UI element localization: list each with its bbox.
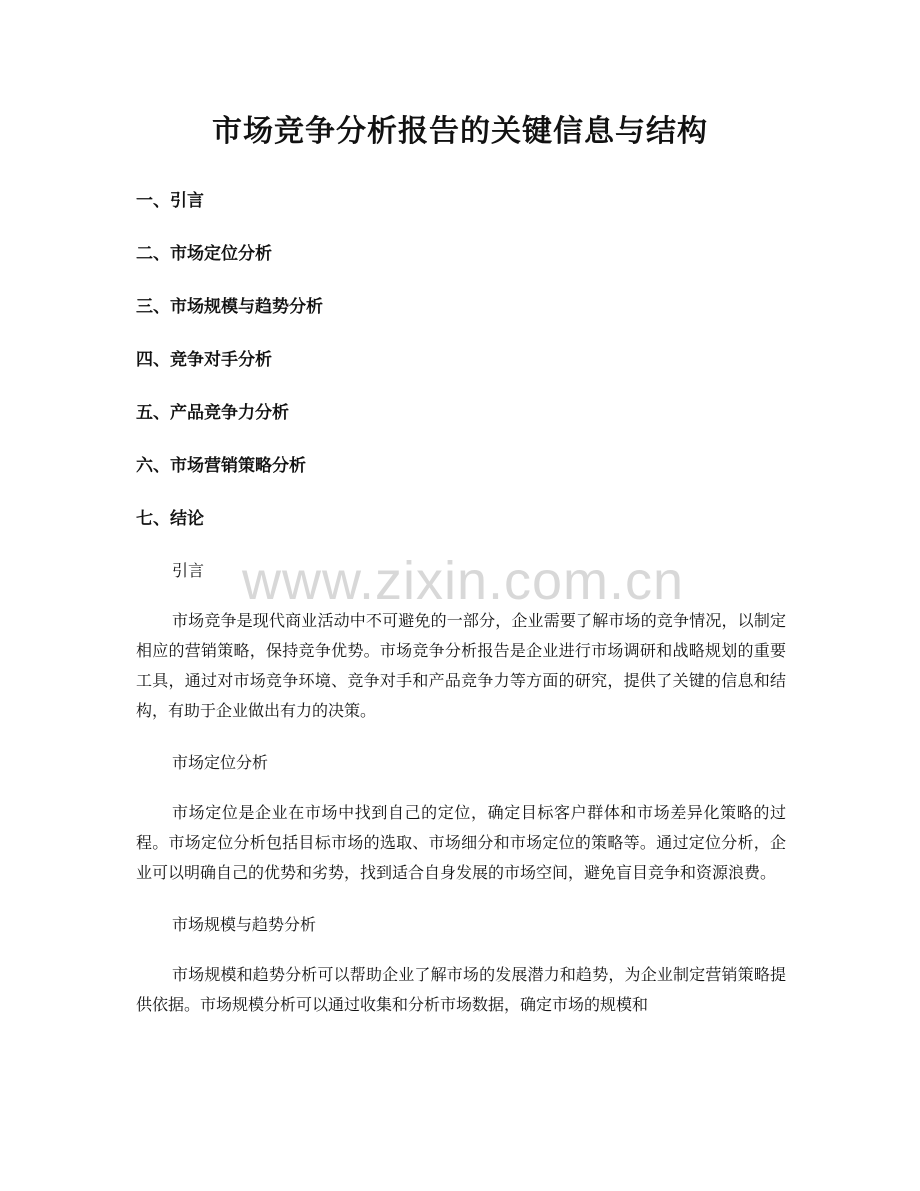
toc-item-competitor-analysis: 四、竞争对手分析 [136,350,272,370]
toc-item-intro: 一、引言 [136,191,204,211]
toc-item-product-competitiveness: 五、产品竞争力分析 [136,403,289,423]
section-paragraph-market-size-trend: 市场规模和趋势分析可以帮助企业了解市场的发展潜力和趋势，为企业制定营销策略提供依据。市场规模分析可以通过收集和分析市场数据，确定市场的规模和 [136,965,786,1014]
section-heading-market-positioning: 市场定位分析 [172,753,269,772]
section-heading-intro: 引言 [172,561,205,580]
document-body [136,556,786,1042]
section-paragraph-market-positioning: 市场定位是企业在市场中找到自己的定位，确定目标客户群体和市场差异化策略的过程。市场定位分析包括目标市场的选取、市场细分和市场定位的策略等。通过定位分析，企业可以明确自己的优势和劣势，找到适合自身发展的市场空间，避免盲目竞争和资源浪费。 [136,803,786,882]
document-title: 市场竞争分析报告的关键信息与结构 [212,114,708,149]
section-heading-market-size-trend: 市场规模与趋势分析 [172,915,317,934]
toc-item-market-size-trend: 三、市场规模与趋势分析 [136,297,323,317]
table-of-contents [136,186,786,557]
toc-item-conclusion: 七、结论 [136,509,204,529]
toc-item-market-positioning: 二、市场定位分析 [136,244,272,264]
toc-item-marketing-strategy: 六、市场营销策略分析 [136,456,306,476]
watermark: www.zixin.com.cn [241,551,685,611]
section-paragraph-intro: 市场竞争是现代商业活动中不可避免的一部分，企业需要了解市场的竞争情况，以制定相应的营销策略，保持竞争优势。市场竞争分析报告是企业进行市场调研和战略规划的重要工具，通过对市场竞争环境、竞争对手和产品竞争力等方面的研究，提供了关键的信息和结构，有助于企业做出有力的决策。 [136,611,786,720]
